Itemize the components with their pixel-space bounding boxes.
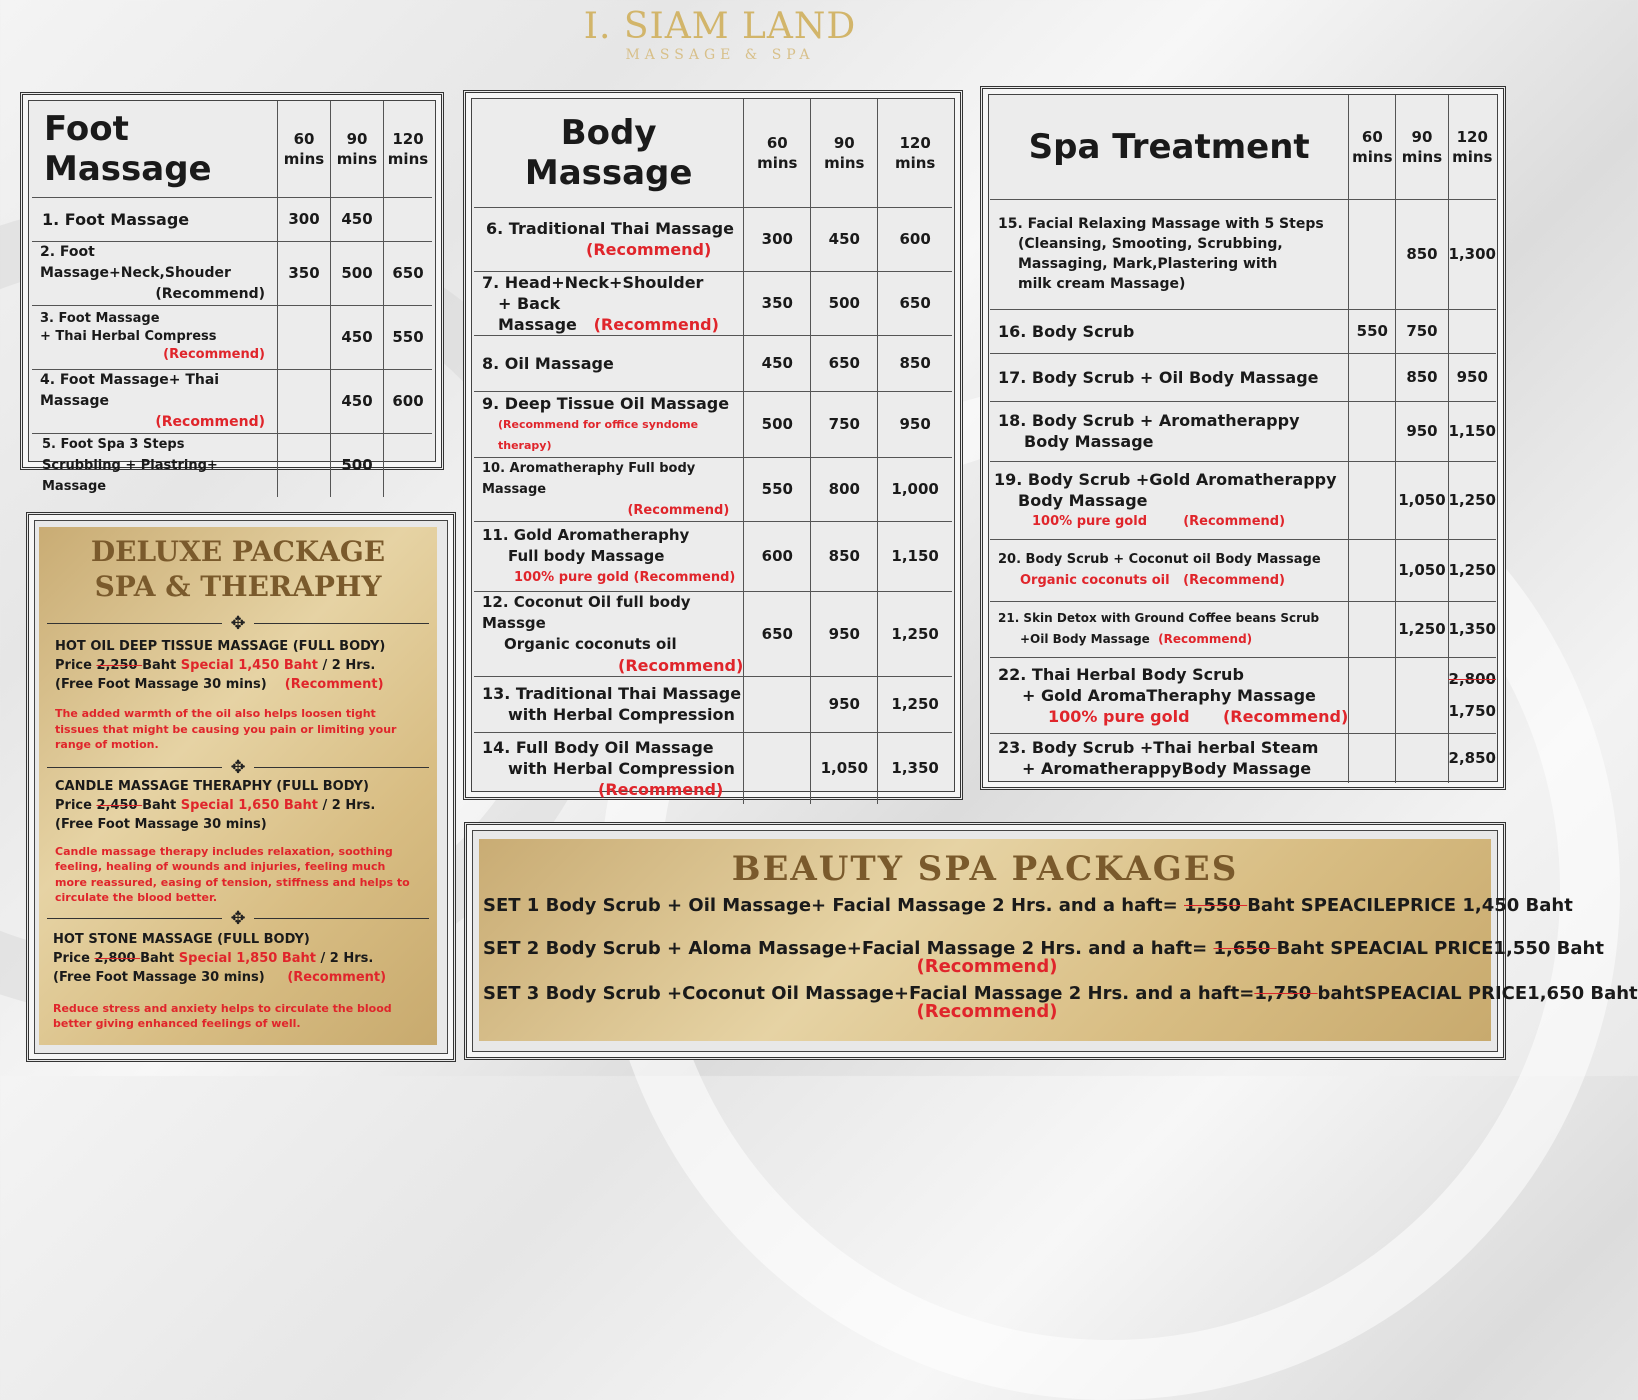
header-60-mins: 60 mins (278, 101, 331, 197)
table-row (474, 271, 952, 335)
price-120: 2,850 (1448, 733, 1496, 783)
price-90: 950 (1396, 401, 1448, 461)
package-note: Reduce stress and anxiety helps to circulate the blood better giving enhanced feelings of well. (53, 1001, 392, 1030)
table-row (990, 401, 1496, 461)
table-row (474, 335, 952, 391)
price-60 (1349, 353, 1396, 401)
package-price: Price 2,250 Baht Special 1,450 Baht / 2 Hrs. (55, 658, 376, 673)
price-90: 650 (811, 335, 878, 391)
price-120: 1,300 (1448, 199, 1496, 309)
package-hot-stone (39, 928, 437, 1032)
table-row (474, 391, 952, 457)
price-60: 350 (278, 241, 331, 305)
price-120 (384, 433, 433, 497)
service-name: 17. Body Scrub + Oil Body Massage (990, 353, 1349, 401)
price-90: 450 (331, 197, 384, 241)
service-name: 11. Gold Aromatheraphy Full body Massage 100% pure gold (Recommend) (474, 521, 744, 591)
header-60-mins: 60 mins (1349, 95, 1396, 199)
set-1: SET 1 Body Scrub + Oil Massage+ Facial Massage 2 Hrs. and a haft= 1,550 Baht SPEACILEPRICE 1,450 Baht (483, 895, 1573, 916)
price-120: 1,150 (878, 521, 952, 591)
table-row (32, 433, 432, 497)
price-90: 1,050 (811, 732, 878, 804)
ornament-divider: ✥ (47, 908, 429, 928)
price-120: 950 (1448, 353, 1496, 401)
service-name: 12. Coconut Oil full body Massge Organic coconuts oil (Recommend) (474, 591, 744, 676)
price-120: 1,250 (1448, 461, 1496, 539)
beauty-spa-panel (464, 822, 1638, 1060)
service-name: 21. Skin Detox with Ground Coffee beans Scrub +Oil Body Massage (Recommend) (990, 601, 1349, 657)
table-row (32, 369, 432, 433)
price-90: 450 (331, 305, 384, 369)
price-60: 500 (744, 391, 811, 457)
price-90: 500 (331, 433, 384, 497)
set-recommend: (Recommend) (916, 956, 1058, 977)
service-name: 8. Oil Massage (474, 335, 744, 391)
service-name: 16. Body Scrub (990, 309, 1349, 353)
price-120: 1,000 (878, 457, 952, 521)
package-name: CANDLE MASSAGE THERAPHY (FULL BODY) (55, 778, 369, 794)
price-60: 350 (744, 271, 811, 335)
package-price: Price 2,450 Baht Special 1,650 Baht / 2 Hrs. (55, 797, 376, 813)
price-60 (744, 676, 811, 732)
service-name: 13. Traditional Thai Massage with Herbal Compression (474, 676, 744, 732)
price-60: 300 (744, 207, 811, 271)
table-row (990, 601, 1496, 657)
spa-treatment-panel (980, 86, 1506, 790)
package-price: Price 2,800 Baht Special 1,850 Baht / 2 Hrs. (53, 950, 374, 966)
service-name: 14. Full Body Oil Massage with Herbal Compression (Recommend) (474, 732, 744, 804)
price-60 (278, 369, 331, 433)
deluxe-subtitle: SPA & THERAPHY (94, 570, 382, 603)
price-90: 800 (811, 457, 878, 521)
table-row (474, 591, 952, 676)
price-90: 950 (811, 676, 878, 732)
header-90-mins: 90 mins (331, 101, 384, 197)
service-name: 9. Deep Tissue Oil Massage (Recommend for office syndome therapy) (474, 391, 744, 457)
price-120: 1,250 (878, 591, 952, 676)
body-massage-panel (463, 90, 963, 800)
table-row (474, 457, 952, 521)
service-name: 3. Foot Massage + Thai Herbal Compress (Recommend) (32, 305, 278, 369)
package-candle (39, 777, 437, 906)
price-90 (1396, 733, 1448, 783)
foot-massage-panel (20, 92, 444, 494)
foot-massage-title: Foot Massage (32, 101, 278, 197)
set-recommend: (Recommend) (916, 1001, 1058, 1022)
service-name: 23. Body Scrub +Thai herbal Steam + AromatherappyBody Massage (990, 733, 1349, 783)
price-60: 550 (744, 457, 811, 521)
brand-logo (560, 6, 880, 63)
price-90: 450 (331, 369, 384, 433)
price-60 (1349, 401, 1396, 461)
price-120: 950 (878, 391, 952, 457)
price-90 (1396, 657, 1448, 733)
package-note: Candle massage therapy includes relaxation, soothing feeling, healing of wounds and injuries, feeling much more reassured, easing of tension, stiffness and helps to circulate the blood better. (55, 844, 410, 904)
body-massage-title: Body Massage (474, 99, 744, 207)
package-note: The added warmth of the oil also helps loosen tight tissues that might be causing you pain or limiting your range of motion. (55, 707, 397, 751)
header-120-mins: 120 mins (384, 101, 433, 197)
service-name: 2. Foot Massage+Neck,Shouder (Recommend) (32, 241, 278, 305)
price-60: 450 (744, 335, 811, 391)
table-row (32, 241, 432, 305)
brand-tagline: MASSAGE & SPA (625, 47, 815, 63)
table-row (990, 657, 1496, 733)
beauty-spa-card (479, 839, 1638, 1041)
price-60 (278, 305, 331, 369)
header-90-mins: 90 mins (1396, 95, 1448, 199)
price-60 (1349, 657, 1396, 733)
price-60 (278, 433, 331, 497)
price-60: 550 (1349, 309, 1396, 353)
price-120: 650 (384, 241, 433, 305)
beauty-spa-title: BEAUTY SPA PACKAGES (731, 849, 1239, 889)
ornament-divider: ✥ (47, 757, 429, 777)
price-120: 1,250 (878, 676, 952, 732)
price-120: 1,250 (1448, 539, 1496, 601)
price-60 (1349, 539, 1396, 601)
price-120: 650 (878, 271, 952, 335)
deluxe-package-card (39, 527, 437, 1045)
price-120 (384, 197, 433, 241)
header-90-mins: 90 mins (811, 99, 878, 207)
price-90: 750 (811, 391, 878, 457)
service-name: 22. Thai Herbal Body Scrub + Gold AromaTheraphy Massage 100% pure gold (Recommend) (990, 657, 1349, 733)
service-name: 7. Head+Neck+Shoulder + Back Massage (Recommend) (474, 271, 744, 335)
spa-treatment-table (990, 95, 1496, 783)
price-60 (1349, 461, 1396, 539)
foot-massage-table (32, 101, 432, 497)
service-name: 1. Foot Massage (32, 197, 278, 241)
body-massage-table (474, 99, 952, 804)
price-60: 650 (744, 591, 811, 676)
package-hot-oil (39, 633, 437, 753)
price-120: 600 (878, 207, 952, 271)
price-120: 600 (384, 369, 433, 433)
package-name: HOT STONE MASSAGE (FULL BODY) (53, 931, 310, 947)
table-row (990, 353, 1496, 401)
price-120 (1448, 309, 1496, 353)
table-row (474, 676, 952, 732)
table-row (32, 305, 432, 369)
price-120: 1,150 (1448, 401, 1496, 461)
price-90: 850 (811, 521, 878, 591)
table-row (474, 521, 952, 591)
set-3: SET 3 Body Scrub +Coconut Oil Massage+Facial Massage 2 Hrs. and a haft=1,750 bahtSPEACIAL PRICE1,650 Baht (Recommend) (483, 983, 1638, 1022)
header-60-mins: 60 mins (744, 99, 811, 207)
set-2: SET 2 Body Scrub + Aloma Massage+Facial Massage 2 Hrs. and a haft= 1,650 Baht SPEACIAL PRICE1,550 Baht (Recommend) (483, 938, 1604, 977)
old-price: 2,800 (1448, 670, 1496, 688)
price-90: 450 (811, 207, 878, 271)
deluxe-package-panel (26, 512, 456, 1062)
table-row (990, 733, 1496, 783)
service-name: 6. Traditional Thai Massage (Recommend) (474, 207, 744, 271)
package-name: HOT OIL DEEP TISSUE MASSAGE (FULL BODY) (55, 639, 386, 654)
package-free: (Free Foot Massage 30 mins) (Recomment) (55, 677, 384, 692)
price-90: 1,050 (1396, 539, 1448, 601)
price-90: 500 (811, 271, 878, 335)
package-free: (Free Foot Massage 30 mins) (55, 816, 267, 832)
price-60: 300 (278, 197, 331, 241)
price-60: 600 (744, 521, 811, 591)
price-90: 500 (331, 241, 384, 305)
deluxe-title: DELUXE PACKAGE (90, 535, 386, 568)
price-60 (1349, 733, 1396, 783)
header-120-mins: 120 mins (878, 99, 952, 207)
table-row (32, 197, 432, 241)
table-row (474, 732, 952, 804)
price-60 (744, 732, 811, 804)
ornament-divider: ✥ (47, 613, 429, 633)
price-90: 1,250 (1396, 601, 1448, 657)
price-120: 850 (878, 335, 952, 391)
price-120: 1,350 (1448, 601, 1496, 657)
service-name: 18. Body Scrub + Aromatherappy Body Massage (990, 401, 1349, 461)
price-60 (1349, 199, 1396, 309)
spa-treatment-title: Spa Treatment (990, 95, 1349, 199)
service-name: 15. Facial Relaxing Massage with 5 Steps (Cleansing, Smooting, Scrubbing, Massaging, Mark,Plastering with milk cream Massage) (990, 199, 1349, 309)
price-60 (1349, 601, 1396, 657)
price-90: 950 (811, 591, 878, 676)
price-90: 1,050 (1396, 461, 1448, 539)
table-row (990, 461, 1496, 539)
brand-name: I. SIAM LAND (583, 6, 857, 47)
price-90: 750 (1396, 309, 1448, 353)
service-name: 19. Body Scrub +Gold Aromatherappy Body Massage 100% pure gold (Recommend) (990, 461, 1349, 539)
price-120: 1,350 (878, 732, 952, 804)
table-row (990, 199, 1496, 309)
header-120-mins: 120 mins (1448, 95, 1496, 199)
service-name: 10. Aromatheraphy Full body Massage (Recommend) (474, 457, 744, 521)
service-name: 20. Body Scrub + Coconut oil Body Massage Organic coconuts oil (Recommend) (990, 539, 1349, 601)
package-free: (Free Foot Massage 30 mins) (Recomment) (53, 969, 387, 985)
table-row (990, 309, 1496, 353)
table-row (990, 539, 1496, 601)
service-name: 4. Foot Massage+ Thai Massage (Recommend) (32, 369, 278, 433)
price-90: 850 (1396, 353, 1448, 401)
table-row (474, 207, 952, 271)
service-name: 5. Foot Spa 3 Steps Scrubbling + Plastring+ Massage (32, 433, 278, 497)
price-120: 2,800 1,750 (1448, 657, 1496, 733)
price-120: 550 (384, 305, 433, 369)
price-90: 850 (1396, 199, 1448, 309)
